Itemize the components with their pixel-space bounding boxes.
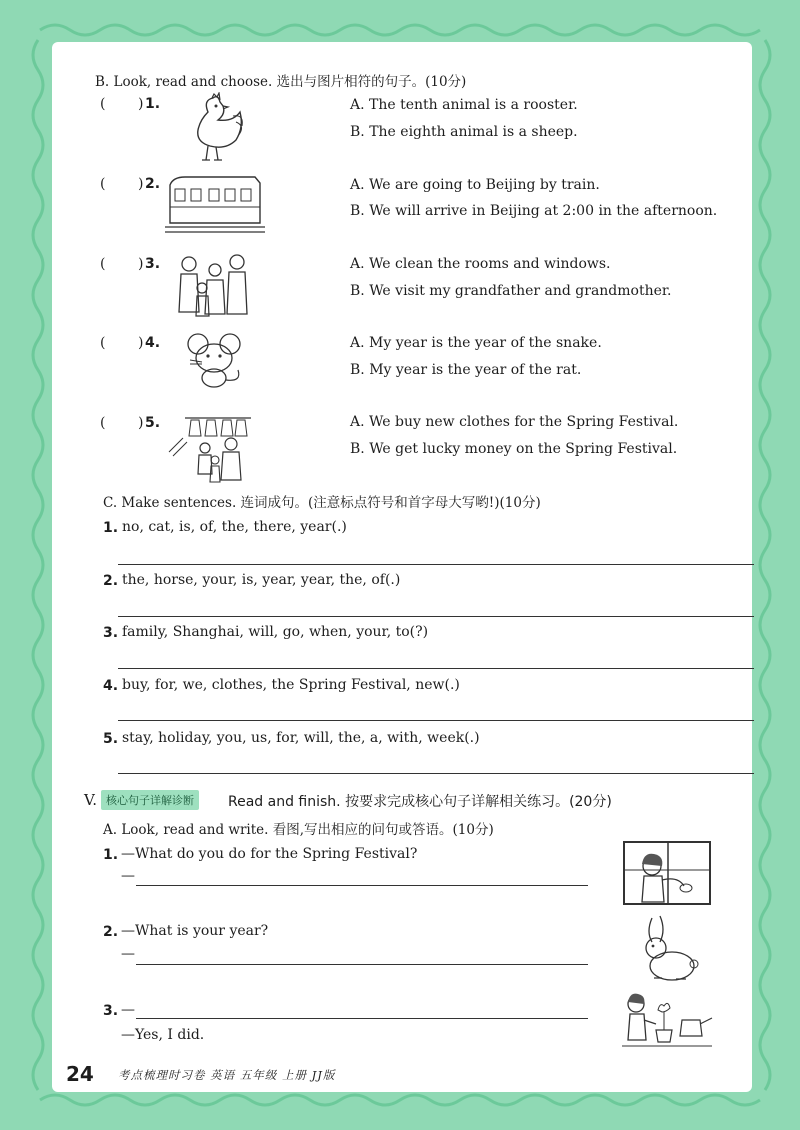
answer-line[interactable]: [118, 668, 754, 669]
rat-icon: [180, 330, 252, 390]
section-roman: V.: [84, 791, 97, 809]
item-number: 4.: [103, 678, 119, 694]
answer-line[interactable]: [118, 564, 754, 565]
option-b: B. We visit my grandfather and grandmother.: [350, 283, 672, 299]
item-number: 2.: [103, 573, 119, 589]
question-dash: —: [121, 1002, 135, 1018]
footer-text: 考点梳理时习卷 英语 五年级 上册 JJ版: [118, 1068, 336, 1082]
item-number: 2.: [145, 176, 161, 192]
answer-paren-open: (: [100, 176, 106, 192]
answer-paren-close: ): [138, 415, 144, 431]
clothes-shop-icon: [165, 412, 253, 486]
option-b: B. The eighth animal is a sheep.: [350, 124, 578, 140]
family-icon: [175, 250, 255, 320]
answer-paren-open: (: [100, 256, 106, 272]
option-b: B. We will arrive in Beijing at 2:00 in the afternoon.: [350, 203, 718, 219]
rabbit-icon: [630, 912, 702, 984]
answer-line[interactable]: [136, 885, 588, 886]
scrambled-words: no, cat, is, of, the, there, year(.): [122, 519, 347, 535]
section-b-header: B. Look, read and choose. 选出与图片相符的句子。(10分): [95, 74, 467, 90]
option-a: A. We buy new clothes for the Spring Festival.: [350, 414, 679, 430]
answer-line[interactable]: [118, 773, 754, 774]
option-a: A. We are going to Beijing by train.: [350, 177, 600, 193]
girl-watering-icon: [622, 990, 714, 1050]
item-number: 5.: [145, 415, 161, 431]
section-a-header: A. Look, read and write. 看图,写出相应的问句或答语。(10分): [103, 822, 494, 838]
answer-dash: —: [121, 946, 135, 962]
item-number: 1.: [145, 96, 161, 112]
answer-line[interactable]: [118, 616, 754, 617]
item-number: 1.: [103, 847, 119, 863]
answer-dash: —: [121, 868, 135, 884]
scrambled-words: family, Shanghai, will, go, when, your, to(?): [122, 624, 429, 640]
answer-text: —Yes, I did.: [121, 1027, 205, 1043]
answer-paren-close: ): [138, 96, 144, 112]
item-number: 1.: [103, 520, 119, 536]
answer-line[interactable]: [136, 964, 588, 965]
question-text: —What is your year?: [121, 923, 269, 939]
section-c-header: C. Make sentences. 连词成句。(注意标点符号和首字母大写哟!)(10分): [103, 495, 541, 511]
item-number: 2.: [103, 924, 119, 940]
option-a: A. We clean the rooms and windows.: [350, 256, 611, 272]
section-tag: 核心句子详解诊断: [101, 790, 199, 810]
item-number: 3.: [145, 256, 161, 272]
section-v-title: Read and finish. 按要求完成核心句子详解相关练习。(20分): [228, 794, 612, 810]
rooster-icon: [178, 92, 248, 164]
option-b: B. We get lucky money on the Spring Festival.: [350, 441, 678, 457]
answer-line[interactable]: [118, 720, 754, 721]
scrambled-words: buy, for, we, clothes, the Spring Festival, new(.): [122, 677, 460, 693]
answer-paren-close: ): [138, 176, 144, 192]
answer-paren-open: (: [100, 415, 106, 431]
item-number: 3.: [103, 625, 119, 641]
option-a: A. My year is the year of the snake.: [350, 335, 602, 351]
scrambled-words: stay, holiday, you, us, for, will, the, a, with, week(.): [122, 730, 480, 746]
girl-window-icon: [622, 840, 712, 906]
option-b: B. My year is the year of the rat.: [350, 362, 582, 378]
train-icon: [165, 175, 265, 235]
answer-paren-open: (: [100, 335, 106, 351]
answer-paren-open: (: [100, 96, 106, 112]
answer-paren-close: ): [138, 335, 144, 351]
answer-line[interactable]: [136, 1018, 588, 1019]
page-number: 24: [66, 1062, 94, 1086]
item-number: 3.: [103, 1003, 119, 1019]
answer-paren-close: ): [138, 256, 144, 272]
option-a: A. The tenth animal is a rooster.: [350, 97, 578, 113]
item-number: 4.: [145, 335, 161, 351]
scrambled-words: the, horse, your, is, year, year, the, of(.): [122, 572, 401, 588]
item-number: 5.: [103, 731, 119, 747]
question-text: —What do you do for the Spring Festival?: [121, 846, 418, 862]
